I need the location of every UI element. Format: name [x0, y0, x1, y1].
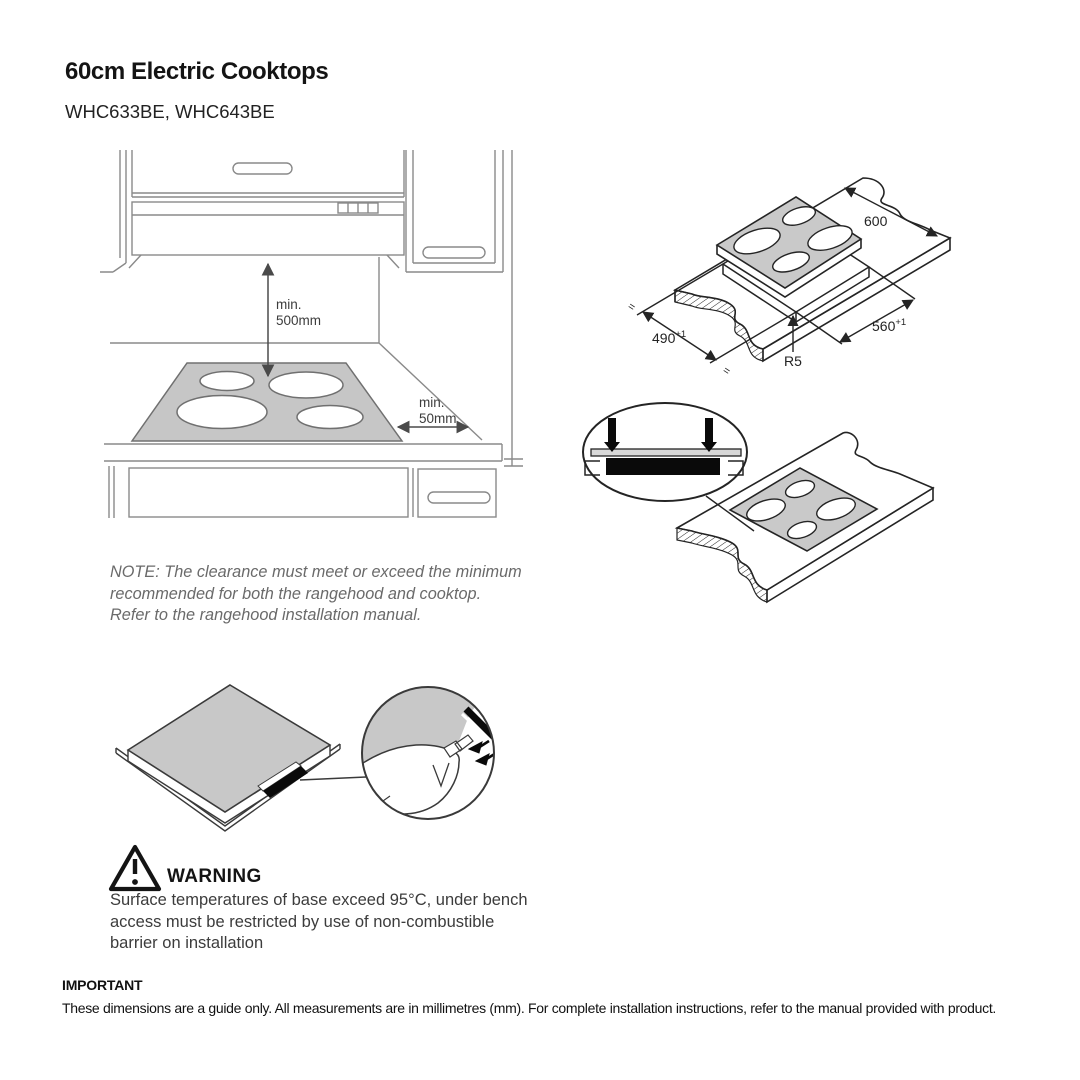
equal-margin-mark: =	[625, 300, 638, 315]
note-line: Refer to the rangehood installation manual.	[110, 606, 422, 624]
cooktop-underside	[116, 685, 340, 831]
cutout-depth-label: $490^{+1}$	[652, 329, 687, 346]
cutout-diagram	[595, 162, 1015, 390]
cooktop-body	[606, 458, 720, 475]
cabinet-handle	[423, 247, 485, 258]
rangehood	[132, 202, 404, 255]
note-line: recommended for both the rangehood and cooktop.	[110, 584, 482, 603]
cabinet-handle	[233, 163, 292, 174]
equal-margin-mark: =	[720, 364, 733, 379]
burner	[200, 372, 254, 391]
cabinet-door	[129, 468, 408, 517]
clearance-diagram	[100, 148, 530, 520]
hood-clearance-label: min.	[276, 297, 302, 312]
clearance-note	[110, 562, 522, 627]
press-seal-arrows	[469, 741, 496, 765]
warning-line: barrier on installation	[110, 934, 264, 952]
wall-clearance-label: min.	[419, 395, 445, 410]
warning-triangle-icon	[107, 842, 163, 895]
important-heading: IMPORTANT	[62, 977, 143, 993]
warning-line: Surface temperatures of base exceed 95°C, under bench	[110, 891, 528, 909]
installation-inset-diagram	[578, 400, 1010, 620]
cross-section-inset	[583, 403, 747, 501]
down-arrow-icon	[608, 418, 616, 442]
cooktop-top-view	[132, 363, 402, 441]
kitchen-cabinetry	[100, 150, 523, 518]
bench-depth-label: 600	[864, 213, 888, 229]
wall-clearance-value: 50mm	[419, 411, 457, 426]
warning-text	[110, 890, 528, 955]
down-arrow-icon	[705, 418, 713, 442]
seal-application-diagram	[105, 658, 560, 856]
drawer-handle	[428, 492, 490, 503]
corner-radius-label: R5	[784, 353, 802, 369]
burner	[177, 396, 267, 429]
warning-heading: WARNING	[167, 866, 262, 887]
cutout-width-label: $560^{+1}$	[872, 317, 907, 334]
warning-line: access must be restricted by use of non-combustible	[110, 912, 495, 931]
magnifier-leader-line	[300, 777, 366, 780]
burner	[297, 406, 363, 429]
important-text: These dimensions are a guide only. All measurements are in millimetres (mm). For complete installation instructions, refer to the manual provided with product.	[62, 1000, 997, 1016]
burner	[269, 372, 343, 398]
cooktop-base-surface	[128, 685, 330, 812]
page-title: 60cm Electric Cooktops	[65, 58, 329, 85]
note-line: NOTE: The clearance must meet or exceed the minimum	[110, 563, 522, 581]
model-numbers: WHC633BE, WHC643BE	[65, 101, 275, 122]
cooktop-surface	[132, 363, 402, 441]
hand	[362, 745, 459, 814]
hood-clearance-value: 500mm	[276, 313, 322, 328]
